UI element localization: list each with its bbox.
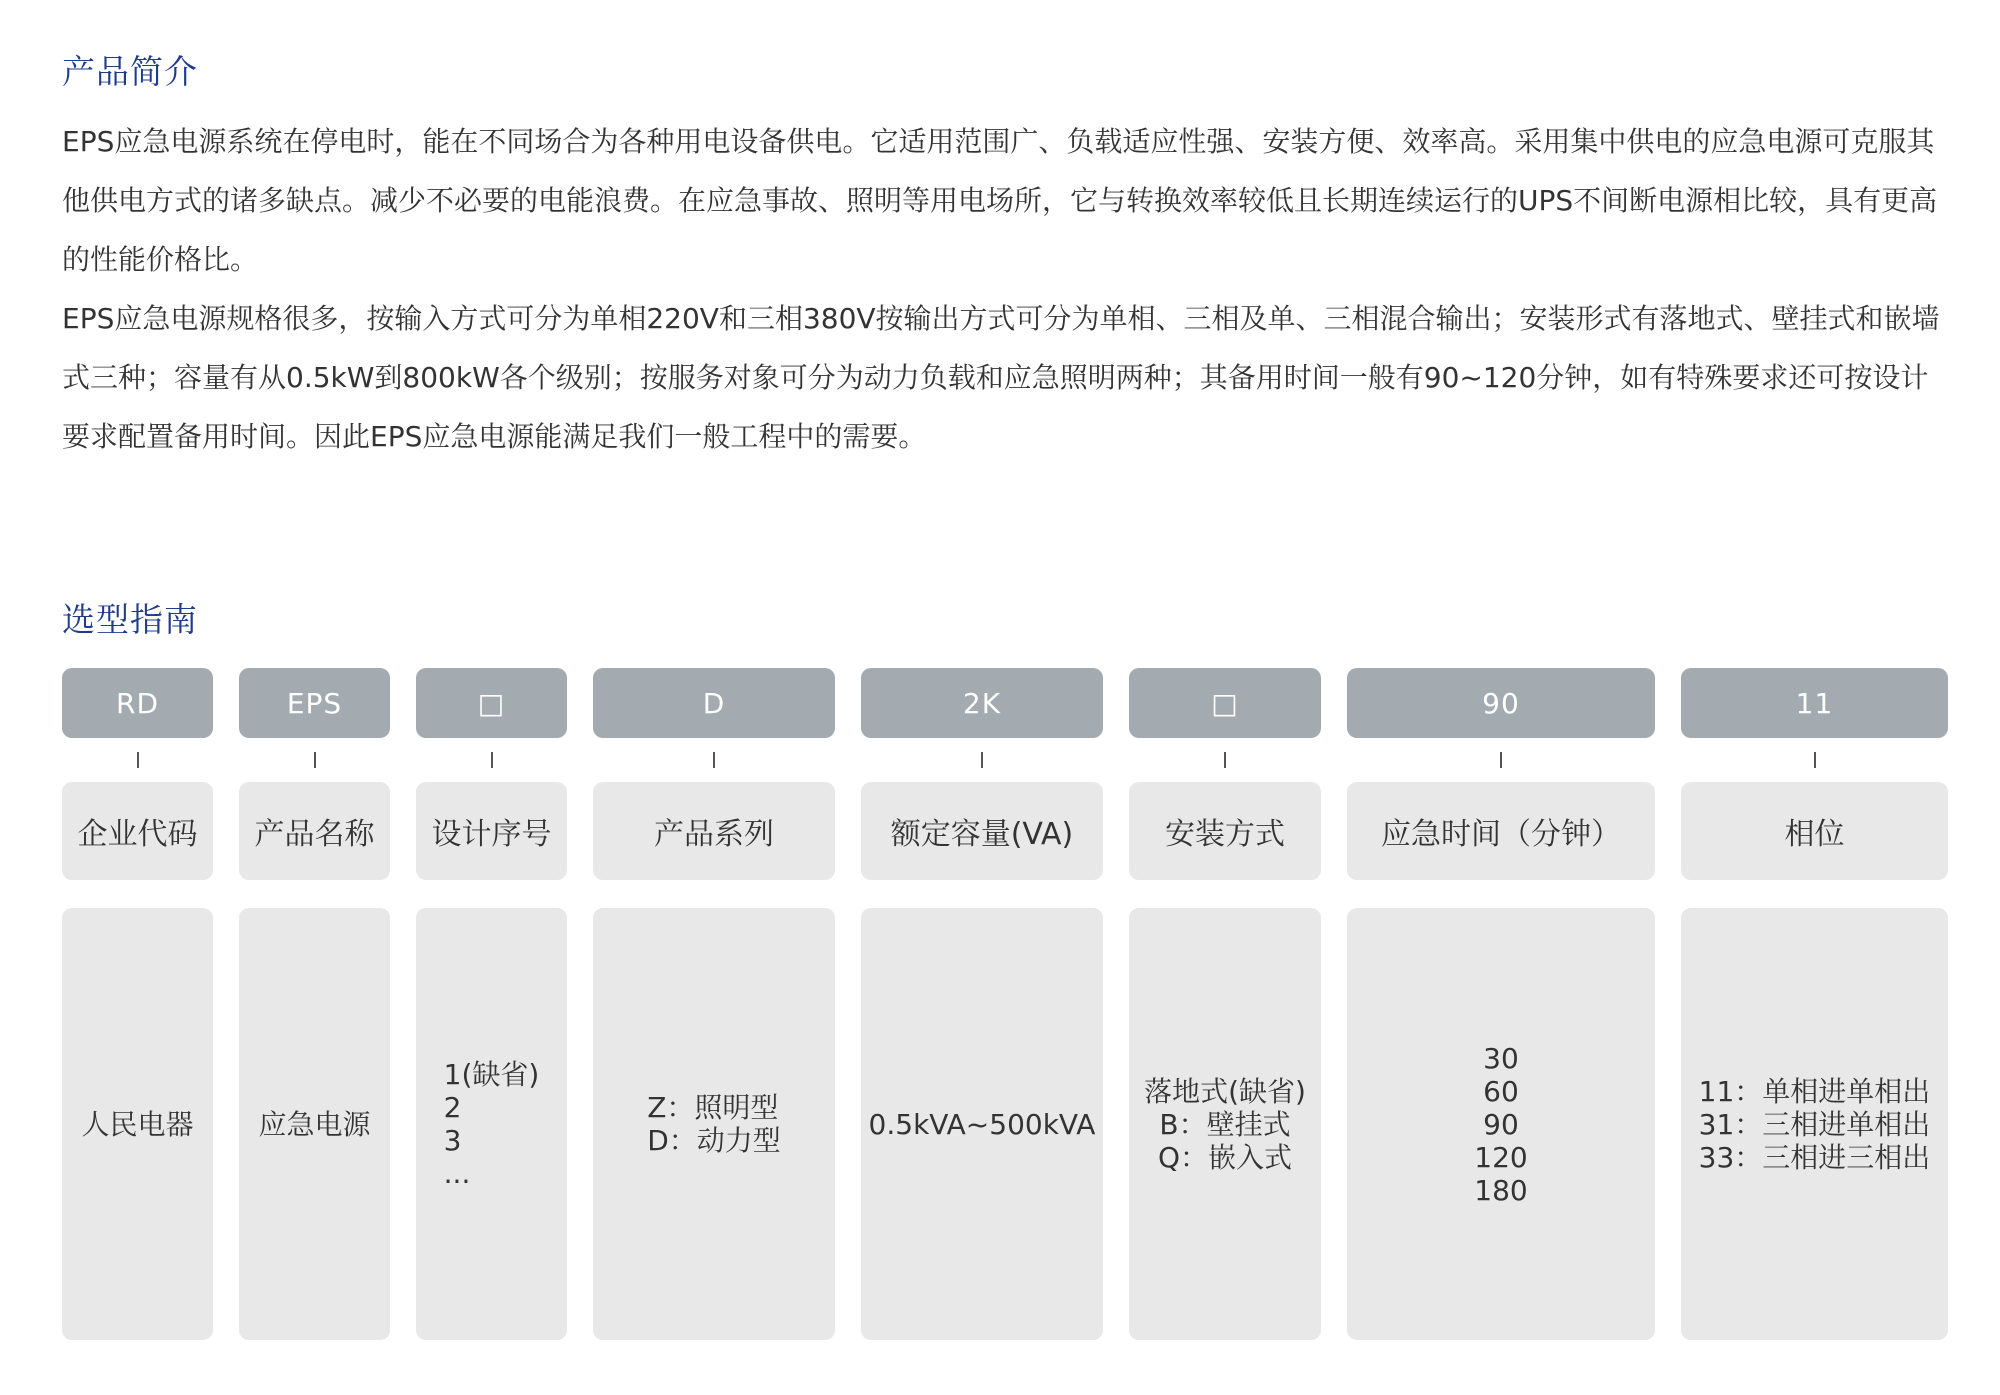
label-box: 产品系列 bbox=[593, 782, 835, 880]
value-line: 33：三相进三相出 bbox=[1698, 1140, 1931, 1174]
label-box: 额定容量(VA) bbox=[861, 782, 1103, 880]
value-line: 90 bbox=[1483, 1107, 1519, 1141]
value-line: B：壁挂式 bbox=[1159, 1107, 1291, 1141]
intro-title: 产品简介 bbox=[62, 52, 198, 91]
code-box: □ bbox=[416, 668, 567, 738]
code-box: D bbox=[593, 668, 835, 738]
value-line: 2 bbox=[443, 1091, 462, 1124]
guide-column-rated-capacity bbox=[861, 668, 1103, 1340]
value-line: ... bbox=[443, 1157, 471, 1190]
value-line: 120 bbox=[1474, 1140, 1528, 1174]
value-box bbox=[62, 908, 213, 1340]
value-box bbox=[1681, 908, 1948, 1340]
label-box: 设计序号 bbox=[416, 782, 567, 880]
intro-paragraph-1: EPS应急电源系统在停电时，能在不同场合为各种用电设备供电。它适用范围广、负载适应性强、安装方便、效率高。采用集中供电的应急电源可克服其他供电方式的诸多缺点。减少不必要的电能浪费。在应急事故、照明等用电场所，它与转换效率较低且长期连续运行的UPS不间断电源相比较，具有更高的性能价格比。 bbox=[62, 125, 1938, 276]
connector-tick bbox=[981, 752, 983, 768]
code-box: 2K bbox=[861, 668, 1103, 738]
connector-tick bbox=[1814, 752, 1816, 768]
connector-tick bbox=[491, 752, 493, 768]
value-box bbox=[861, 908, 1103, 1340]
value-line: 31：三相进单相出 bbox=[1698, 1107, 1931, 1141]
guide-column-product-name bbox=[239, 668, 390, 1340]
value-line: 30 bbox=[1483, 1041, 1519, 1075]
value-line: D：动力型 bbox=[647, 1124, 781, 1157]
code-box: RD bbox=[62, 668, 213, 738]
label-box: 安装方式 bbox=[1129, 782, 1321, 880]
value-line: 180 bbox=[1474, 1173, 1528, 1207]
value-line: 11：单相进单相出 bbox=[1698, 1074, 1931, 1108]
code-box: □ bbox=[1129, 668, 1321, 738]
value-box bbox=[593, 908, 835, 1340]
value-line: 0.5kVA~500kVA bbox=[868, 1107, 1096, 1141]
value-box bbox=[416, 908, 567, 1340]
value-line: 1(缺省) bbox=[443, 1058, 540, 1091]
guide-column-install-method bbox=[1129, 668, 1321, 1340]
value-line: 落地式(缺省) bbox=[1144, 1074, 1306, 1108]
guide-column-product-series bbox=[593, 668, 835, 1340]
value-line: 3 bbox=[443, 1124, 462, 1157]
value-box bbox=[1347, 908, 1655, 1340]
guide-column-company-code bbox=[62, 668, 213, 1340]
label-box: 企业代码 bbox=[62, 782, 213, 880]
code-box: 90 bbox=[1347, 668, 1655, 738]
value-line: Q：嵌入式 bbox=[1157, 1140, 1293, 1174]
connector-tick bbox=[1224, 752, 1226, 768]
guide-column-emergency-time bbox=[1347, 668, 1655, 1340]
guide-column-design-number bbox=[416, 668, 567, 1340]
label-box: 相位 bbox=[1681, 782, 1948, 880]
code-box: EPS bbox=[239, 668, 390, 738]
value-box bbox=[1129, 908, 1321, 1340]
connector-tick bbox=[1500, 752, 1502, 768]
intro-text bbox=[62, 112, 1952, 466]
value-line: 人民电器 bbox=[81, 1107, 194, 1141]
value-line: 应急电源 bbox=[258, 1107, 371, 1141]
label-box: 产品名称 bbox=[239, 782, 390, 880]
code-box: 11 bbox=[1681, 668, 1948, 738]
value-line: Z：照明型 bbox=[647, 1091, 779, 1124]
value-line: 60 bbox=[1483, 1074, 1519, 1108]
label-box: 应急时间（分钟） bbox=[1347, 782, 1655, 880]
connector-tick bbox=[137, 752, 139, 768]
intro-paragraph-2: EPS应急电源规格很多，按输入方式可分为单相220V和三相380V按输出方式可分为单相、三相及单、三相混合输出；安装形式有落地式、壁挂式和嵌墙式三种；容量有从0.5kW到800kW各个级别；按服务对象可分为动力负载和应急照明两种；其备用时间一般有90~120分钟，如有特殊要求还可按设计要求配置备用时间。因此EPS应急电源能满足我们一般工程中的需要。 bbox=[62, 302, 1940, 453]
connector-tick bbox=[314, 752, 316, 768]
guide-column-phase bbox=[1681, 668, 1948, 1340]
connector-tick bbox=[713, 752, 715, 768]
guide-title: 选型指南 bbox=[62, 600, 198, 639]
value-box bbox=[239, 908, 390, 1340]
